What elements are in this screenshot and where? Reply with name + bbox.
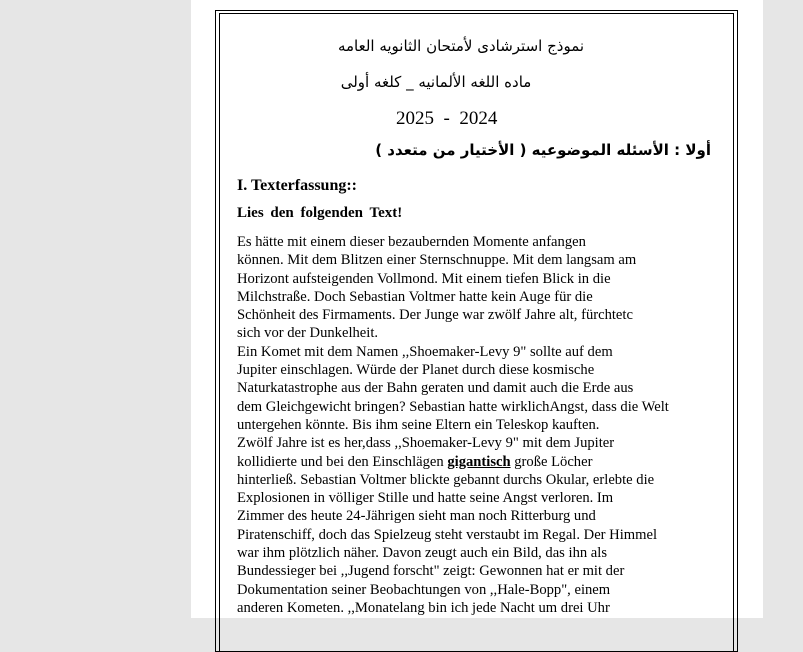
text-line: Ein Komet mit dem Namen ,,Shoemaker-Levy 9" sollte auf dem [237, 343, 613, 360]
text-line: Zwölf Jahre ist es her,dass ,,Shoemaker-Levy 9" mit dem Jupiter [237, 435, 615, 452]
text-line: Jupiter einschlagen. Würde der Planet durch diese kosmische [237, 362, 595, 379]
text-line: Schönheit des Firmaments. Der Junge war zwölf Jahre alt, fürchtetc [237, 307, 633, 324]
text-line: Piratenschiff, doch das Spielzeug steht verstaubt im Regal. Der Himmel [237, 526, 658, 543]
text-line: untergehen könnte. Bis ihm seine Eltern ein Teleskop kauften. [237, 416, 600, 433]
document-page [191, 0, 763, 618]
text-line: Naturkatastrophe aus der Bahn geraten und damit auch die Erde aus [237, 380, 634, 397]
reading-text [237, 233, 717, 617]
text-line: hinterließ. Sebastian Voltmer blickte gebannt durchs Okular, erlebte die [237, 471, 655, 488]
text-line: Bundessieger bei ,,Jugend forscht" zeigt: Gewonnen hat er mit der [237, 563, 625, 580]
text-line-emphasis [237, 453, 717, 471]
text-line: anderen Kometen. ,,Monatelang bin ich jede Nacht um drei Uhr [237, 599, 610, 616]
school-year: 2025 - 2024 [396, 108, 498, 129]
text-line: dem Gleichgewicht bringen? Sebastian hatte wirklichAngst, dass die Welt [237, 398, 669, 415]
text-line: Zimmer des heute 24-Jährigen sieht man noch Ritterburg und [237, 508, 596, 525]
text-line: können. Mit dem Blitzen einer Sternschnuppe. Mit dem langsam am [237, 252, 637, 269]
exam-title: نموذج استرشادى لأمتحان الثانويه العامه [337, 37, 585, 55]
text-line: war ihm plötzlich näher. Davon zeugt auch ein Bild, das ihn als [237, 545, 608, 562]
section-title: I. Texterfassung:: [237, 177, 358, 194]
text-line: Horizont aufsteigenden Vollmond. Mit einem tiefen Blick in die [237, 270, 611, 287]
subject-title: ماده اللغه الألمانيه _ كلغه أولى [340, 73, 532, 91]
text-segment: große Löcher [510, 453, 593, 470]
text-line: Es hätte mit einem dieser bezaubernden Momente anfangen [237, 234, 586, 250]
objective-questions-heading: أولا : الأسئله الموضوعيه ( الأختيار من متعدد ) [375, 141, 711, 159]
reading-instruction: Lies den folgenden Text! [237, 205, 403, 221]
text-line: sich vor der Dunkelheit. [237, 325, 379, 342]
emphasized-word: gigantisch [447, 453, 511, 470]
text-line: Milchstraße. Doch Sebastian Voltmer hatte kein Auge für die [237, 288, 593, 305]
text-line: Explosionen in völliger Stille und hatte seine Angst verloren. Im [237, 490, 614, 507]
text-line: Dokumentation seiner Beobachtungen von ,,Hale-Bopp", einem [237, 581, 611, 598]
text-segment: kollidierte und bei den Einschlägen [237, 453, 448, 470]
